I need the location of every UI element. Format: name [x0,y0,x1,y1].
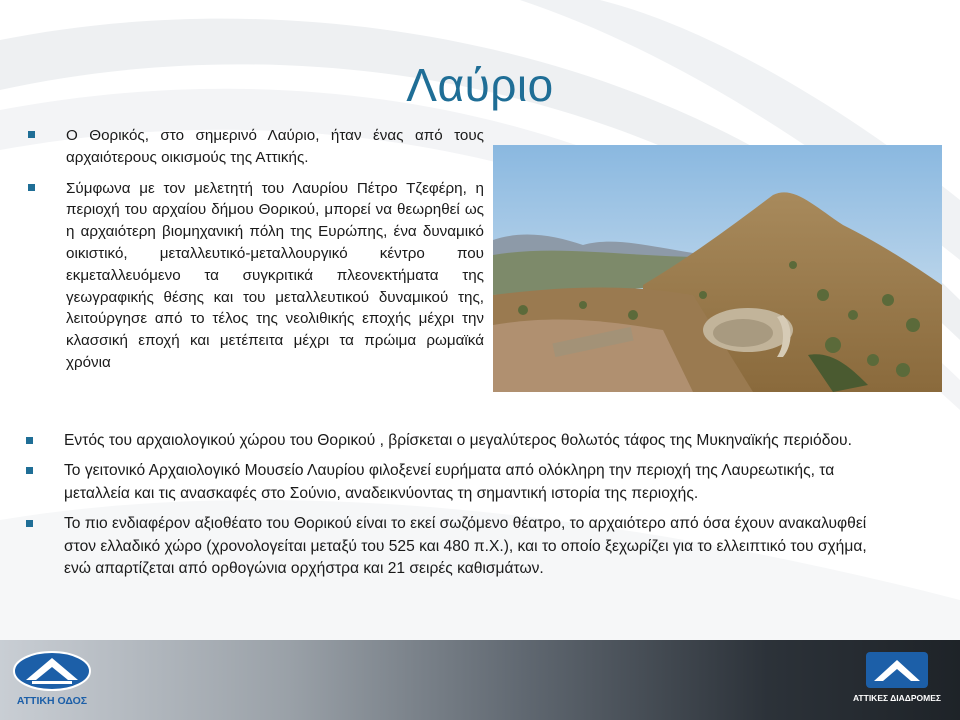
bullet-text: Εντός του αρχαιολογικού χώρου του Θορικού , βρίσκεται ο μεγαλύτερος θολωτός τάφος της Μυκηναϊκής περιόδου. [64,432,852,449]
attiki-odos-emblem-icon [12,650,92,692]
square-bullet-icon [28,184,35,191]
bullet-text: Ο Θορικός, στο σημερινό Λαύριο, ήταν ένας από τους αρχαιότερους οικισμούς της Αττικής. [66,127,484,166]
footer-bar [0,640,960,720]
top-bullet-list [28,125,484,383]
list-item [26,430,896,452]
attiki-odos-logo [12,650,92,710]
list-item [28,125,484,169]
bullet-text: Το πιο ενδιαφέρον αξιοθέατο του Θορικού είναι το εκεί σωζόμενο θέατρο, το αρχαιότερο από όσα έχουν ανακαλυφθεί στον ελλαδικό χώρο (χρονολογείται μεταξύ του 525 και 480 π.Χ.), και το οποίο ξεχωρίζει για το ελλειπτικό του σχήμα, ενώ απαρτίζεται από ορθογώνια ορχήστρα και 21 σειρές καθισμάτων. [64,515,867,578]
square-bullet-icon [26,467,33,474]
bullet-text: Το γειτονικό Αρχαιολογικό Μουσείο Λαυρίου φιλοξενεί ευρήματα από ολόκληρη την περιοχή της Λαυρεωτικής, τα μεταλλεία και τις ανασκαφές στο Σούνιο, αναδεικνύοντας τη σημαντική ιστορία της περιοχής. [64,462,835,502]
square-bullet-icon [26,520,33,527]
bullet-text: Σύμφωνα με τον μελετητή του Λαυρίου Πέτρο Τζεφέρη, η περιοχή του αρχαίου δήμου Θορικού, μπορεί να θεωρηθεί ως η αρχαιότερη βιομηχανική πόλη της Ευρώπης, ένα δυναμικό οικιστικό, μεταλλευτικό-μεταλλουργικό κέντρο που εκμεταλλευόμενο τα συγκριτικά πλεονεκτήματα της γεωγραφικής θέσης και του μεταλλευτικού δυναμικού της, λειτούργησε από το τέλος της νεολιθικής εποχής μέχρι την κλασσική εποχή και μετέπειτα μέχρι τα πρώιμα ρωμαϊκά χρόνια [66,179,484,371]
thorikos-theatre-photo [493,145,942,392]
slide-title: Λαύριο [406,59,554,111]
attikes-diadromes-logo [852,650,942,710]
bottom-bullet-list [26,430,896,588]
square-bullet-icon [26,437,33,444]
square-bullet-icon [28,131,35,138]
attikes-diadromes-emblem-icon [852,650,942,690]
list-item [26,513,896,580]
list-item [28,178,484,374]
list-item [26,460,896,505]
attikes-diadromes-logo-text: ΑΤΤΙΚΕΣ ΔΙΑΔΡΟΜΕΣ [853,693,941,703]
attiki-odos-logo-text: ΑΤΤΙΚΗ ΟΔΟΣ [16,695,88,707]
